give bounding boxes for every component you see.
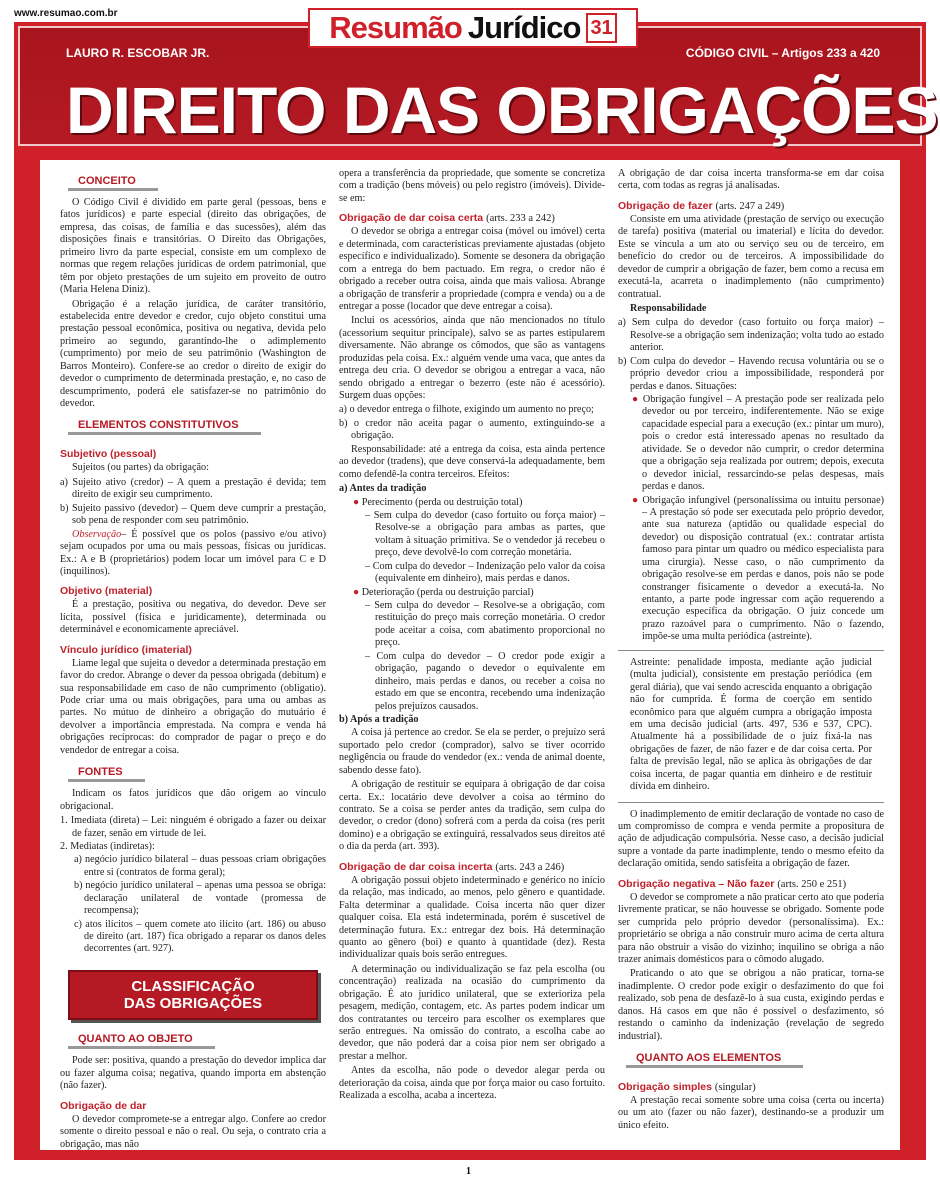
classification-banner bbox=[68, 970, 318, 1021]
brand-word-juridico: Jurídico bbox=[467, 10, 581, 45]
paragraph: A determinação ou individualização se faz pela escolha (ou concentração) realizada na ocasião do cumprimento da obrigação. É ato jurídico unilateral, que se exterioriza pela pesagem, medição, contagem, etc. As partes podem indicar um dos contratantes ou terceiro para escolher os exemplares que serão entregues. Na omissão do contrato, a escolha cabe ao devedor, que não poderá dar a coisa pior nem ser obrigado a prestar a melhor. bbox=[339, 963, 605, 1062]
paragraph: Liame legal que sujeita o devedor a determinada prestação em favor do credor. Abrange o dever da pessoa obrigada (debitum) e sua responsabilidade em caso de não cumprimento (obligatio). Pode criar uma ou mais obrigações, para uma ou ambas as partes. No mútuo de dinheiro a obrigação do mutuário é devolver a importância emprestada. Na compra e venda há obrigações recíprocas: do comprador de pagar o preço e do vendedor de entregar a coisa. bbox=[60, 657, 326, 756]
paragraph: A obrigação possui objeto indeterminado e genérico no início da relação, mas indicado, ao menos, pelo gênero e quantidade. Falta determinar a qualidade. Coisa incerta não quer dizer qualquer coisa. Ela está indeterminada, porém é suscetível de determinação futura. Ex.: entregar dez bois. Há determinação quanto ao gênero (boi) e quanto à quantidade (dez). Resta individualizar quais bois serão entregues. bbox=[339, 874, 605, 961]
list-text: Deterioração (perda ou destruição parcial) bbox=[361, 586, 534, 598]
list-item: a) Sem culpa do devedor (caso fortuito ou força maior) – Resolve-se a obrigação sem indenização; volta tudo ao estado anterior. bbox=[618, 317, 884, 354]
paragraph: A obrigação de dar coisa incerta transforma-se em dar coisa certa, com todas as regras já analisadas. bbox=[618, 168, 884, 192]
paragraph: A obrigação de restituir se equipara à obrigação de dar coisa certa. Ex.: locatário deve devolver a coisa ao término do contrato. Se a coisa se perder antes da tradição, sem culpa do devedor, o credor (dono) sofrerá com a perda da coisa (res perit domino) e a obrigação se extinguirá, ressalvados seus direitos até o dia da perda (art. 393). bbox=[339, 779, 605, 853]
banner-line-1: CLASSIFICAÇÃO bbox=[131, 977, 255, 995]
page-number: 1 bbox=[466, 1166, 471, 1177]
list-item: a) Antes da tradição bbox=[339, 483, 427, 495]
heading-articles: (arts. 233 a 242) bbox=[486, 213, 555, 225]
column-1 bbox=[60, 168, 326, 1153]
list-item: a) o devedor entrega o filhote, exigindo um aumento no preço; bbox=[339, 404, 594, 416]
list-text: Perecimento (perda ou destruição total) bbox=[361, 496, 523, 508]
heading-subjetivo: Subjetivo (pessoal) bbox=[60, 448, 157, 461]
paragraph: O inadimplemento de emitir declaração de vontade no caso de um compromisso de compra e venda permite a propositura de ação de adjudicação compulsória. Nesse caso, a decisão judicial supre a vontade da parte inadimplente, tendo o mesmo efeito da declaração omitida, sendo satisfeita a obrigação de fazer. bbox=[618, 808, 884, 870]
paragraph: Pode ser: positiva, quando a prestação do devedor implica dar ou fazer alguma coisa; negativa, quando importa em abstenção (não fazer). bbox=[60, 1055, 326, 1092]
heading-dar: Obrigação de dar bbox=[60, 1099, 147, 1112]
list-item: a) negócio jurídico bilateral – duas pessoas criam obrigações entre si (contratos de forma geral); bbox=[74, 854, 326, 878]
paragraph: O Código Civil é dividido em parte geral (pessoas, bens e fatos jurídicos) e parte especial (direito das obrigações, de empresa, das coisas, de família e das sucessões), além das disposições finais e transitórias. O Direito das Obrigações, primeiro livro da parte especial, consiste em um complexo de normas que regem relações jurídicas de ordem patrimonial, que têm por objeto prestações de um sujeito em proveito de outro (Maria Helena Diniz). bbox=[60, 197, 326, 296]
heading-nao-fazer bbox=[618, 878, 884, 890]
paragraph: Consiste em uma atividade (prestação de serviço ou execução de tarefa) positiva (material ou imaterial) e lícita do devedor. Este se vincula a um ato ou serviço seu ou de terceiro, em benefício do credor ou de terceiros. A impossibilidade do devedor de cumprir a obrigação de fazer, bem como a recusa em executá-la, acarreta o inadimplemento (não cumprimento) contratual. bbox=[618, 213, 884, 300]
author: LAURO R. ESCOBAR JR. bbox=[66, 46, 210, 60]
paragraph: O devedor compromete-se a entregar algo. Confere ao credor somente o direito pessoal e não o real. Ou seja, o contrato cria a obrigação, mas não bbox=[60, 1113, 326, 1150]
section-quanto-objeto: QUANTO AO OBJETO bbox=[68, 1032, 215, 1049]
list-item: 2. Mediatas (indiretas): bbox=[60, 840, 155, 852]
code-reference: CÓDIGO CIVIL – Artigos 233 a 420 bbox=[685, 46, 880, 60]
banner-line-2: DAS OBRIGAÇÕES bbox=[123, 995, 263, 1013]
heading-text: Obrigação negativa – Não fazer bbox=[618, 877, 775, 890]
paragraph: O devedor se obriga a entregar coisa (móvel ou imóvel) certa e determinada, com características previamente ajustadas (objeto específico e individualizado). Somente se desonera da obrigação com a entrega do bem pactuado. Em regra, o credor não é obrigado a receber outra coisa, ainda que mais valiosa. Abrange a obrigação de transferir a propriedade (compra e venda) ou a de entregar a posse (locador que deve entregar a coisa). bbox=[339, 226, 605, 312]
list-item: b) Após a tradição bbox=[339, 713, 419, 725]
paragraph: A prestação recai somente sobre uma coisa (certa ou incerta) ou um ato (fazer ou não fazer), destinando-se a produzir um único efeito. bbox=[618, 1095, 884, 1131]
heading-text: Obrigação de dar coisa certa bbox=[339, 212, 484, 225]
heading-objetivo: Objetivo (material) bbox=[60, 585, 153, 598]
heading-articles: (arts. 247 a 249) bbox=[715, 200, 785, 212]
brand-logo bbox=[308, 8, 638, 48]
heading-coisa-certa bbox=[339, 212, 605, 224]
heading-fazer bbox=[618, 200, 884, 212]
list-item bbox=[339, 497, 605, 509]
list-item bbox=[618, 495, 884, 644]
heading-vinculo: Vínculo jurídico (imaterial) bbox=[60, 643, 192, 656]
paragraph: opera a transferência da propriedade, que somente se concretiza com a tradição (bens móveis) ou pelo registro (imóveis). Divide-se em: bbox=[339, 168, 605, 204]
list-item: b) Com culpa do devedor – Havendo recusa voluntária ou se o próprio devedor criou a impossibilidade, responderá por perdas e danos. Situações: bbox=[618, 355, 884, 392]
brand-word-resumao: Resumão bbox=[329, 10, 462, 45]
heading-text: Obrigação de dar coisa incerta bbox=[339, 860, 493, 873]
bullet-icon: ● bbox=[353, 496, 362, 508]
content-area bbox=[40, 160, 900, 1150]
list-item: a) Sujeito ativo (credor) – A quem a prestação é devida; tem direito de exigir seu cumprimento. bbox=[60, 476, 326, 501]
paragraph: Inclui os acessórios, ainda que não mencionados no título (acessorium sequitur principale), salvo se as partes estipularem diversamente. Não abrange os cômodos, que são as vantagens produzidas pela coisa. Ex.: alguém vende uma vaca, que antes da entrega deu cria. O devedor se obrigou a entregar a vaca, não sendo obrigado a entregar o bezerro (este não é acessório). Surgem duas opções: bbox=[339, 315, 605, 401]
observation-text: – É possível que os polos (passivo e/ou ativo) sejam ocupados por uma ou mais pessoas, físicas ou jurídicas. Ex.: A e B (proprietários) podem locar um imóvel para C e D (inquilinos). bbox=[60, 528, 326, 577]
list-item: b) negócio jurídico unilateral – apenas uma pessoa se obriga: declaração unilateral de vontade (promessa de recompensa); bbox=[74, 880, 326, 917]
list-item: c) atos ilícitos – quem comete ato ilícito (art. 186) ou abuso de direito (art. 187) fica obrigado a reparar os danos deles decorrentes (art. 927). bbox=[74, 918, 326, 955]
paragraph: Antes da escolha, não pode o devedor alegar perda ou deterioração da coisa, ainda que por força maior ou caso fortuito. Realizada a escolha, acaba a incerteza. bbox=[339, 1065, 605, 1102]
site-url[interactable]: www.resumao.com.br bbox=[14, 8, 118, 19]
paragraph: Indicam os fatos jurídicos que dão origem ao vínculo obrigacional. bbox=[60, 788, 326, 812]
section-fontes: FONTES bbox=[68, 765, 145, 782]
list-item: – Com culpa do devedor – O credor pode exigir a obrigação, pagando o devedor o equivalente em dinheiro, mais perdas e danos, ou receber a coisa no estado em que se encontra, recebendo uma indenização pelos prejuízos causados. bbox=[365, 650, 605, 712]
list-item bbox=[618, 394, 884, 494]
column-2 bbox=[339, 168, 605, 1105]
heading-simples bbox=[618, 1081, 884, 1093]
heading-text: Obrigação simples bbox=[618, 1081, 712, 1093]
bullet-icon: ● bbox=[353, 586, 362, 598]
bullet-icon: ● bbox=[632, 394, 643, 405]
section-elementos: ELEMENTOS CONSTITUTIVOS bbox=[68, 418, 261, 435]
heading-articles: (arts. 243 a 246) bbox=[495, 861, 565, 873]
page-title: DIREITO DAS OBRIGAÇÕES bbox=[66, 73, 938, 147]
heading-articles: (arts. 250 e 251) bbox=[777, 878, 847, 890]
observation bbox=[60, 529, 326, 579]
section-conceito: CONCEITO bbox=[68, 174, 158, 191]
list-item: – Com culpa do devedor – Indenização pelo valor da coisa (equivalente em dinheiro), mais perdas e danos. bbox=[365, 560, 605, 585]
astreinte-box bbox=[618, 650, 884, 803]
paragraph: A coisa já pertence ao credor. Se ela se perder, o prejuízo será suportado pelo credor (comprador), salvo se tiver ocorrido negligência ou fraude do vendedor (ex.: venda de animal doente, sabendo desse fato). bbox=[339, 727, 605, 776]
brand-number: 31 bbox=[586, 13, 616, 43]
list-text: Obrigação infungível (personalíssima ou intuitu personae) – A prestação só pode ser executada pelo próprio devedor, ante sua natureza (aptidão ou qualidade especial do devedor) ou disposição contratual (ex.: contratar artista famoso para pintar um quadro ou médico especialista para uma cirurgia). Nesse caso, o não cumprimento da obrigação resolve-se em perdas e danos, pois não se pode constranger fisicamente o devedor a executá-la. No entanto, a parte pode ingressar com ação requerendo a execução específica da obrigação. O juiz concede um prazo razoável para o cumprimento. Não o fazendo, impõe-se uma multa periódica (astreinte). bbox=[642, 494, 884, 643]
paragraph: O devedor se compromete a não praticar certo ato que poderia livremente praticar, se não houvesse se obrigado. Somente pode ser cumprida pelo próprio devedor (personalíssima). Ex.: proprietário se obriga a não construir muro acima de certa altura para não obstruir a visão do vizinho; inquilino se obriga a não trazer animais domésticos para o cômodo alugado. bbox=[618, 891, 884, 965]
box-text: Astreinte: penalidade imposta, mediante ação judicial (multa judicial), consistente em prestação periódica (em geral diária), que vai sendo acrescida enquanto a obrigação não for cumprida. É forma de coerção em sentido econômico para que alguém cumpra a obrigação imposta em uma decisão judicial (arts. 497, 536 e 537, CPC). Atualmente há a possibilidade de o juiz fixá-la nas obrigações de fazer, de não fazer e de dar coisa certa. Por falta de previsão legal, não se aplica às obrigações de dar coisa incerta, de pagar quantia em dinheiro e de restituir dívida em dinheiro. bbox=[630, 656, 872, 793]
list-item: b) Sujeito passivo (devedor) – Quem deve cumprir a prestação, sob pena de responder com seu patrimônio. bbox=[60, 502, 326, 527]
heading-text: Obrigação de fazer bbox=[618, 199, 713, 212]
paragraph: Obrigação é a relação jurídica, de caráter transitório, estabelecida entre devedor e credor, cujo objeto constitui uma prestação pessoal econômica, positiva ou negativa, devida pelo primeiro ao segundo, garantindo-lhe o adimplemento (cumprimento) por meio de seu patrimônio (Washington de Barros Monteiro). Confere-se ao credor o direito de exigir do devedor o cumprimento de determinada prestação, e, no caso de descumprimento, poderá ele satisfazer-se no patrimônio do devedor. bbox=[60, 298, 326, 409]
column-3 bbox=[618, 168, 884, 1134]
list-item: b) o credor não aceita pagar o aumento, extinguindo-se a obrigação. bbox=[339, 417, 605, 442]
heading-coisa-incerta bbox=[339, 861, 605, 873]
paragraph: Praticando o ato que se obrigou a não praticar, torna-se inadimplente. O credor pode exigir o desfazimento do que foi realizado, sob pena de desfazê-lo à sua custa, exigindo perdas e danos. Há casos em que não é possível o desfazimento, só restando o caminho da indenização (revelação de segredo industrial). bbox=[618, 968, 884, 1042]
list-item bbox=[339, 587, 605, 599]
list-item: – Sem culpa do devedor – Resolve-se a obrigação, com restituição do preço mais correção monetária. O credor pode aceitar a coisa, com abatimento proporcional no preço. bbox=[365, 600, 605, 649]
paragraph: Sujeitos (ou partes) da obrigação: bbox=[72, 462, 209, 474]
list-item: – Sem culpa do devedor (caso fortuito ou força maior) – Resolve-se a obrigação para ambas as partes, que voltam à situação primitiva. Se o vendedor já recebeu o preço, deve devolvê-lo com correção monetária. bbox=[365, 509, 605, 559]
list-item: 1. Imediata (direta) – Lei: ninguém é obrigado a fazer ou deixar de fazer, senão em virtude de lei. bbox=[60, 815, 326, 839]
heading-articles: (singular) bbox=[714, 1082, 756, 1093]
list-text: Obrigação fungível – A prestação pode ser realizada pelo devedor ou por terceiro, indiferentemente. Não se exige capacidade especial para a execução (ex.: pintar um muro), pois o credor está interessado apenas no resultado da atividade. Se o devedor não cumprir, o credor determina que a obrigação seja realizada por outrem; depois, executa o devedor inicial, ressarcindo-se pelas despesas, mais perdas e danos. bbox=[642, 394, 884, 493]
paragraph: É a prestação, positiva ou negativa, do devedor. Deve ser lícita, possível (física e juridicamente), determinada ou determinável e economicamente apreciável. bbox=[60, 599, 326, 636]
bullet-icon: ● bbox=[632, 494, 643, 506]
section-quanto-elementos: QUANTO AOS ELEMENTOS bbox=[626, 1051, 803, 1068]
subheading: Responsabilidade bbox=[630, 302, 707, 314]
observation-label: Observação bbox=[72, 528, 122, 540]
paragraph: Responsabilidade: até a entrega da coisa, esta ainda pertence ao devedor (tradens), que deve conservá-la adequadamente, bem como defendê-la contra terceiros. Efeitos: bbox=[339, 443, 605, 480]
